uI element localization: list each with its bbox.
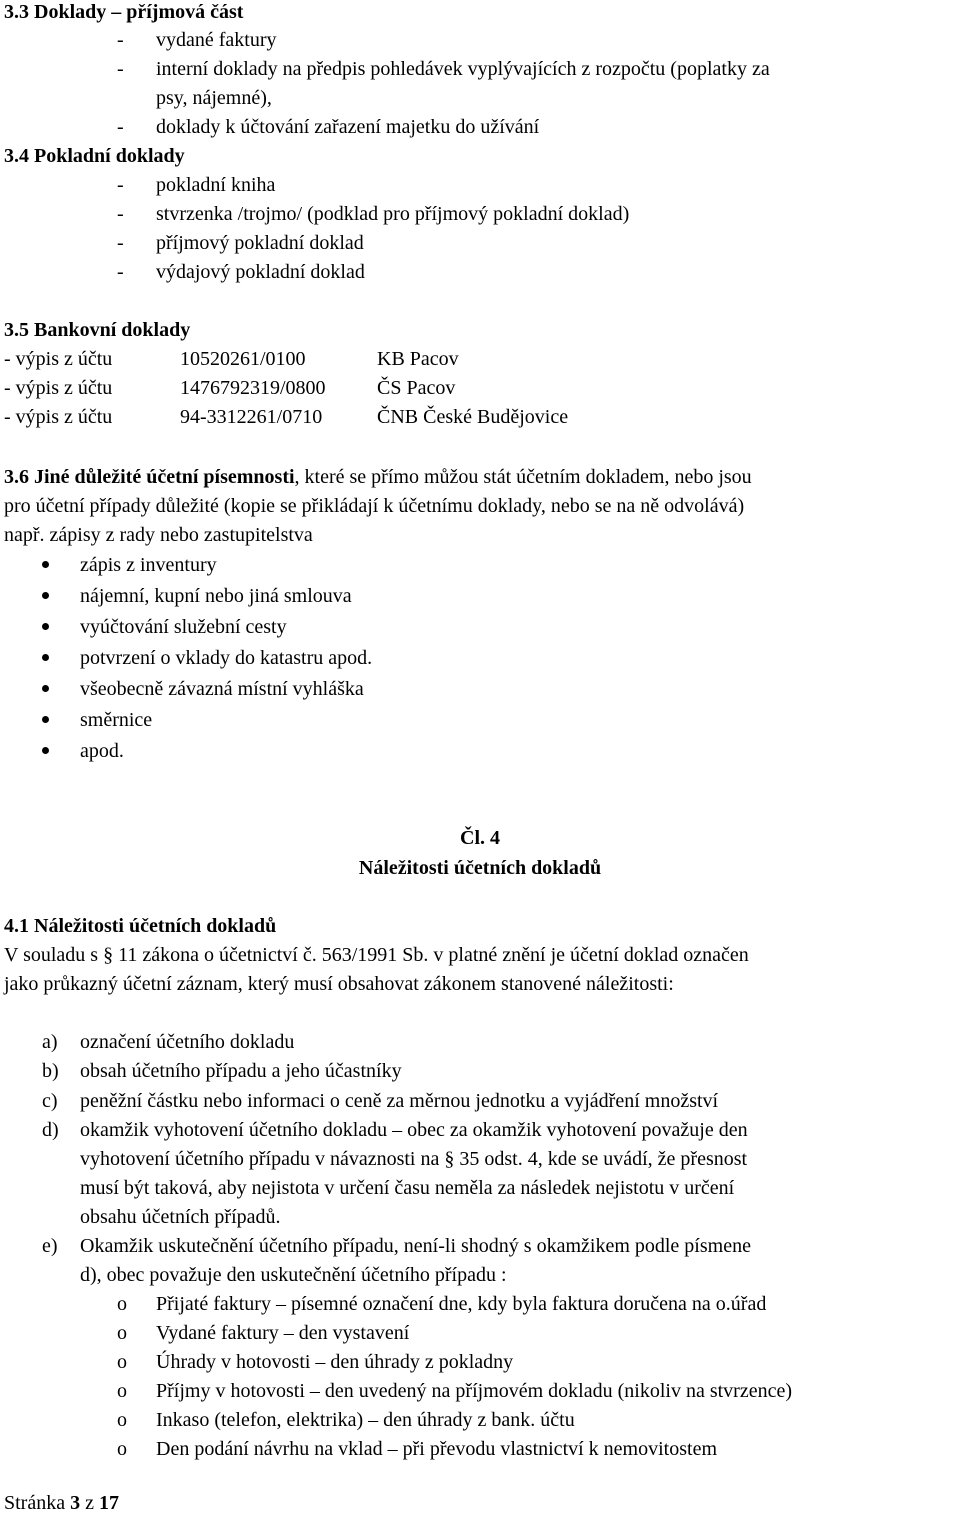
list-item-continuation: psy, nájemné),	[156, 87, 272, 109]
list-marker: a)	[42, 1031, 58, 1053]
footer-prefix: Stránka	[4, 1492, 71, 1514]
list-item: peněžní částku nebo informaci o ceně za měrnou jednotku a vyjádření množství	[80, 1090, 719, 1112]
bullet-icon	[42, 685, 49, 692]
list-item: pokladní kniha	[156, 174, 276, 196]
sublist-item: Vydané faktury – den vystavení	[156, 1322, 410, 1344]
dash-marker: -	[117, 58, 124, 80]
sublist-marker: o	[117, 1351, 127, 1373]
section-3-6-line	[4, 465, 752, 489]
list-item: Okamžik uskutečnění účetního případu, není-li shodný s okamžikem podle písmene	[80, 1235, 751, 1257]
bank-row-account: 1476792319/0800	[180, 377, 326, 399]
list-item: okamžik vyhotovení účetního dokladu – obec za okamžik vyhotovení považuje den	[80, 1119, 748, 1141]
section-4-1-heading: 4.1 Náležitosti účetních dokladů	[4, 915, 277, 937]
list-marker: b)	[42, 1060, 59, 1082]
list-item: stvrzenka /trojmo/ (podklad pro příjmový pokladní doklad)	[156, 203, 630, 225]
list-item-continuation: obsahu účetních případů.	[80, 1206, 281, 1228]
sublist-item: Den podání návrhu na vklad – při převodu vlastnictví k nemovitostem	[156, 1438, 717, 1460]
list-marker: d)	[42, 1119, 59, 1141]
sublist-item: Přijaté faktury – písemné označení dne, kdy byla faktura doručena na o.úřad	[156, 1293, 767, 1315]
bullet-item: vyúčtování služební cesty	[80, 616, 287, 638]
article-title: Náležitosti účetních dokladů	[358, 857, 602, 879]
footer-total: 17	[98, 1492, 119, 1514]
bank-row-account: 10520261/0100	[180, 348, 306, 370]
list-marker: c)	[42, 1090, 58, 1112]
sublist-item: Úhrady v hotovosti – den úhrady z pokladny	[156, 1351, 514, 1373]
section-3-6-heading: 3.6 Jiné důležité účetní písemnosti	[4, 466, 295, 488]
bullet-item: směrnice	[80, 709, 153, 731]
bullet-icon	[42, 592, 49, 599]
section-4-1-text: jako průkazný účetní záznam, který musí obsahovat zákonem stanovené náležitosti:	[4, 973, 674, 995]
list-item-continuation: vyhotovení účetního případu v návaznosti na § 35 odst. 4, kde se uvádí, že přesnost	[80, 1148, 748, 1170]
dash-marker: -	[117, 232, 124, 254]
section-3-6-text: pro účetní případy důležité (kopie se přikládají k účetnímu doklady, nebo se na ně odvolává)	[4, 495, 745, 517]
list-item: označení účetního dokladu	[80, 1031, 295, 1053]
bullet-item: zápis z inventury	[80, 554, 217, 576]
bullet-item: apod.	[80, 740, 124, 762]
bullet-icon	[42, 654, 49, 661]
dash-marker: -	[117, 29, 124, 51]
dash-marker: -	[117, 261, 124, 283]
dash-marker: -	[117, 116, 124, 138]
sublist-marker: o	[117, 1293, 127, 1315]
page-number-footer	[4, 1491, 119, 1515]
bank-row-label: - výpis z účtu	[4, 406, 113, 428]
list-item: doklady k účtování zařazení majetku do užívání	[156, 116, 540, 138]
sublist-item: Inkaso (telefon, elektrika) – den úhrady z bank. účtu	[156, 1409, 575, 1431]
footer-page: 3	[70, 1492, 81, 1514]
list-item-continuation: d), obec považuje den uskutečnění účetního případu :	[80, 1264, 507, 1286]
bank-row-account: 94-3312261/0710	[180, 406, 323, 428]
sublist-marker: o	[117, 1438, 127, 1460]
dash-marker: -	[117, 174, 124, 196]
bullet-icon	[42, 716, 49, 723]
bank-row-bank: ČNB České Budějovice	[377, 406, 569, 428]
section-3-3-heading: 3.3 Doklady – příjmová část	[4, 1, 244, 23]
section-4-1-text: V souladu s § 11 zákona o účetnictví č. 563/1991 Sb. v platné znění je účetní doklad označen	[4, 944, 749, 966]
bank-row-label: - výpis z účtu	[4, 348, 113, 370]
list-item: vydané faktury	[156, 29, 277, 51]
list-item-continuation: musí být taková, aby nejistota v určení času neměla za následek nejistotu v určení	[80, 1177, 735, 1199]
footer-mid: z	[80, 1492, 99, 1514]
list-item: obsah účetního případu a jeho účastníky	[80, 1060, 402, 1082]
section-3-5-heading: 3.5 Bankovní doklady	[4, 319, 191, 341]
sublist-marker: o	[117, 1409, 127, 1431]
bullet-icon	[42, 561, 49, 568]
bullet-icon	[42, 747, 49, 754]
list-item: interní doklady na předpis pohledávek vyplývajících z rozpočtu (poplatky za	[156, 58, 770, 80]
list-marker: e)	[42, 1235, 58, 1257]
bullet-item: nájemní, kupní nebo jiná smlouva	[80, 585, 352, 607]
bullet-item: potvrzení o vklady do katastru apod.	[80, 647, 373, 669]
bank-row-label: - výpis z účtu	[4, 377, 113, 399]
section-3-4-heading: 3.4 Pokladní doklady	[4, 145, 185, 167]
section-3-6-text: , které se přímo můžou stát účetním dokladem, nebo jsou	[294, 466, 752, 488]
list-item: příjmový pokladní doklad	[156, 232, 364, 254]
bullet-icon	[42, 623, 49, 630]
sublist-marker: o	[117, 1380, 127, 1402]
article-number: Čl. 4	[460, 827, 500, 849]
sublist-item: Příjmy v hotovosti – den uvedený na příjmovém dokladu (nikoliv na stvrzence)	[156, 1380, 792, 1402]
list-item: výdajový pokladní doklad	[156, 261, 365, 283]
bank-row-bank: KB Pacov	[377, 348, 459, 370]
sublist-marker: o	[117, 1322, 127, 1344]
bank-row-bank: ČS Pacov	[377, 377, 456, 399]
bullet-item: všeobecně závazná místní vyhláška	[80, 678, 364, 700]
section-3-6-text: např. zápisy z rady nebo zastupitelstva	[4, 524, 313, 546]
dash-marker: -	[117, 203, 124, 225]
